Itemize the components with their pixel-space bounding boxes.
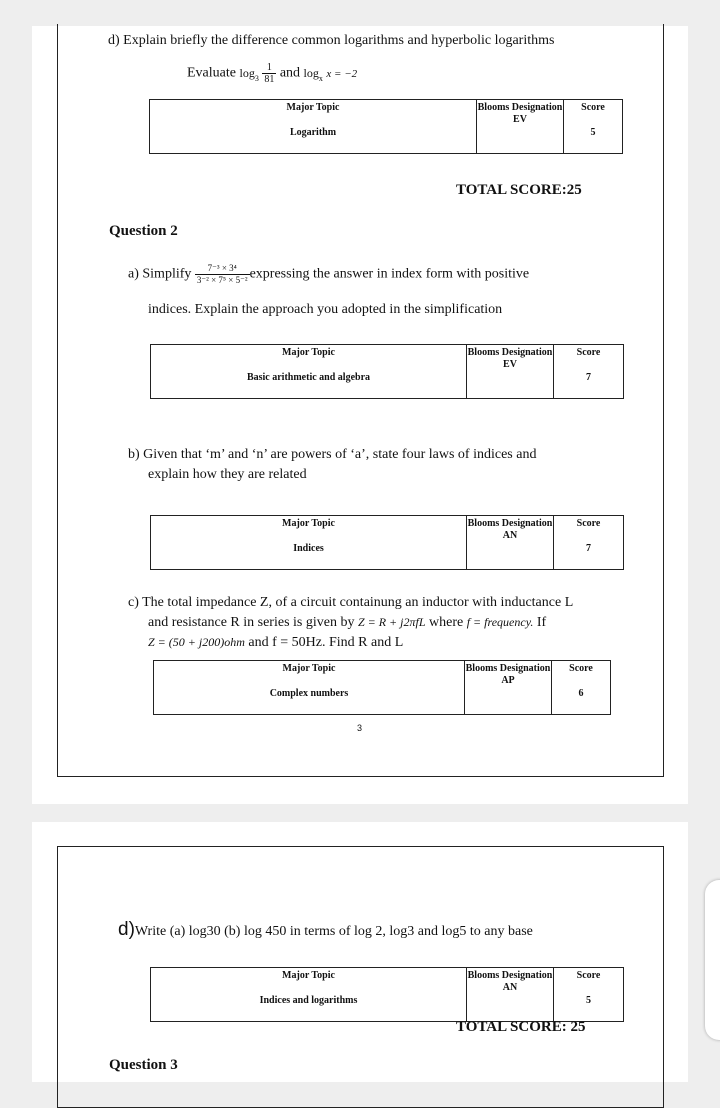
q2d-prefix: d) xyxy=(118,919,135,940)
major-topic-label: Major Topic xyxy=(282,347,335,358)
major-topic-value: Basic arithmetic and algebra xyxy=(246,372,371,383)
major-topic-value: Indices and logarithms xyxy=(259,995,358,1006)
page-number: 3 xyxy=(357,723,363,733)
document-page-1 xyxy=(32,26,688,804)
rubric-table-q1d xyxy=(149,99,623,154)
total-score-2: TOTAL SCORE: 25 xyxy=(456,1019,586,1035)
major-topic-label: Major Topic xyxy=(282,663,336,674)
score-value: 7 xyxy=(586,372,591,383)
rubric-table-q2a xyxy=(150,344,624,399)
score-value: 5 xyxy=(586,995,591,1006)
major-topic-value: Indices xyxy=(293,543,324,554)
rubric-table-q2c xyxy=(153,660,611,715)
q2d-text xyxy=(118,919,533,941)
q2a-line-1 xyxy=(128,263,529,286)
blooms-value: EV xyxy=(503,359,517,370)
fraction-1-over-81: $\frac{1}{81}$ xyxy=(264,62,275,85)
score-label: Score xyxy=(576,970,601,981)
score-value: 5 xyxy=(590,127,596,138)
q2a-rest: expressing the answer in index form with positive xyxy=(249,266,530,282)
blooms-label: Blooms Designation xyxy=(467,518,553,529)
score-label: Score xyxy=(569,663,593,674)
blooms-label: Blooms Designation xyxy=(465,663,551,674)
question-3-heading: Question 3 xyxy=(109,1057,178,1073)
blooms-value: AN xyxy=(502,982,518,993)
major-topic-label: Major Topic xyxy=(282,970,335,981)
log-term-2: $\log_x x = -2$ xyxy=(303,65,358,83)
q2c-line-3: Z = (50 + j200)ohm and f = 50Hz. Find R and L xyxy=(148,635,404,650)
q1d-text: d) Explain briefly the difference common logarithms and hyperbolic logarithms xyxy=(108,33,555,48)
and-label: and xyxy=(279,65,301,81)
document-page-2 xyxy=(32,822,688,1082)
major-topic-value: Logarithm xyxy=(289,127,337,138)
score-value: 7 xyxy=(586,543,591,554)
q2d-body: Write (a) log30 (b) log 450 in terms of log 2, log3 and log5 to any base xyxy=(134,924,533,939)
impedance-equation: Z = R + j2πfL xyxy=(357,615,426,629)
blooms-value: EV xyxy=(513,114,527,125)
score-value: 6 xyxy=(578,688,584,699)
q2a-simplify: a) Simplify xyxy=(128,266,192,282)
q2c-line-2: and resistance R in series is given by Z = R + j2πfL where f = frequency. If xyxy=(148,615,547,630)
score-label: Score xyxy=(576,347,601,358)
blooms-value: AN xyxy=(502,530,518,541)
frequency-note: f = frequency. xyxy=(466,615,534,629)
blooms-value: AP xyxy=(501,675,515,686)
log-term-1: $\log_3$ xyxy=(239,65,259,83)
side-scroll-handle[interactable] xyxy=(705,880,720,1040)
score-label: Score xyxy=(581,102,605,113)
rubric-table-q2d xyxy=(150,967,624,1022)
score-label: Score xyxy=(576,518,601,529)
question-2-heading: Question 2 xyxy=(109,223,178,239)
q2b-line-1: b) Given that ‘m’ and ‘n’ are powers of ‘a’, state four laws of indices and xyxy=(128,447,537,462)
q2a-fraction: $\frac{\text{7⁻³ × 3⁴}}{\text{3⁻² × 7⁵ × 5⁻²}}$ xyxy=(196,263,248,285)
q2c-line-1: c) The total impedance Z, of a circuit containung an inductor with inductance L xyxy=(128,595,574,610)
q2b-line-2: explain how they are related xyxy=(148,467,307,482)
major-topic-value: Complex numbers xyxy=(269,688,349,699)
q2a-line-2: indices. Explain the approach you adopted in the simplification xyxy=(148,302,503,317)
blooms-label: Blooms Designation xyxy=(467,347,553,358)
total-score: TOTAL SCORE:25 xyxy=(456,182,582,198)
impedance-value: Z = (50 + j200)ohm xyxy=(148,635,245,649)
q1d-evaluate-line xyxy=(187,62,357,85)
major-topic-label: Major Topic xyxy=(286,102,340,113)
blooms-label: Blooms Designation xyxy=(477,102,563,113)
rubric-table-q2b xyxy=(150,515,624,570)
blooms-label: Blooms Designation xyxy=(467,970,553,981)
evaluate-label: Evaluate xyxy=(187,65,236,81)
major-topic-label: Major Topic xyxy=(282,518,335,529)
